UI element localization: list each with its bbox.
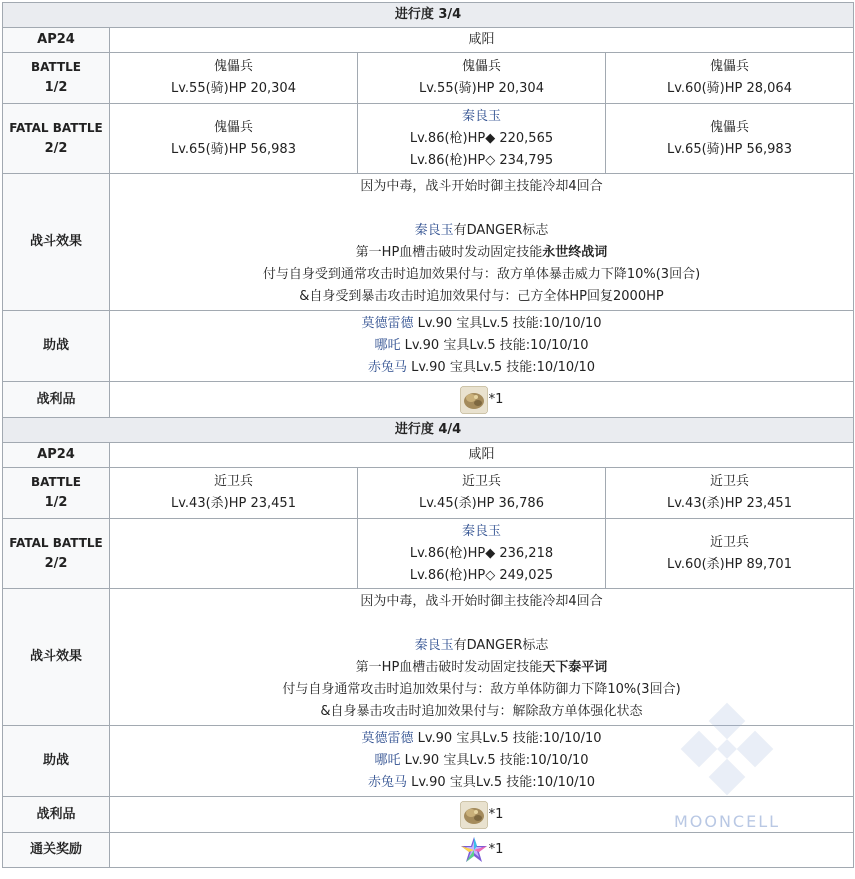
boss-cell — [358, 104, 606, 174]
effect-line — [110, 242, 853, 264]
drops-cell — [110, 797, 854, 833]
effect-spacer — [110, 198, 853, 220]
empty-enemy-cell — [110, 519, 358, 589]
support-row — [110, 772, 853, 794]
boss-name-link[interactable]: 秦良玉 — [414, 223, 454, 238]
boss-hp-gauge-2: Lv.86(枪)HP◇ 249,025 — [409, 567, 554, 583]
enemy-cell — [606, 519, 854, 589]
skill-name: 永世终战词 — [542, 245, 608, 260]
bronze-ore-icon[interactable] — [460, 386, 488, 414]
boss-cell — [358, 519, 606, 589]
effect-line — [110, 220, 853, 242]
battle-label-bottom: 1/2 — [44, 495, 68, 510]
boss-hp-gauge-2: Lv.86(枪)HP◇ 234,795 — [409, 152, 554, 168]
effect-text: 第一HP血槽击破时发动固定技能 — [355, 245, 543, 260]
drop-quantity: *1 — [488, 806, 504, 822]
effect-line: 因为中毒，战斗开始时御主技能冷却4回合 — [360, 179, 603, 194]
enemy-name[interactable]: 傀儡兵 — [709, 119, 749, 135]
effect-line: 付与自身通常攻击时追加效果付与：敌方单体防御力下降10%(3回合) — [282, 682, 681, 697]
boss-hp-gauge-1: Lv.86(枪)HP◆ 236,218 — [409, 545, 554, 561]
support-row — [110, 313, 853, 335]
fatal-label-top: FATAL BATTLE — [9, 120, 103, 135]
enemy-stats: Lv.45(杀)HP 36,786 — [419, 496, 544, 511]
fatal-label-top: FATAL BATTLE — [9, 535, 103, 550]
enemy-cell — [358, 468, 606, 519]
enemy-stats: Lv.55(骑)HP 20,304 — [419, 81, 544, 96]
support-detail: Lv.90 宝具Lv.5 技能:10/10/10 — [400, 338, 589, 353]
support-detail: Lv.90 宝具Lv.5 技能:10/10/10 — [413, 731, 602, 746]
enemy-cell — [110, 104, 358, 174]
enemy-stats: Lv.60(杀)HP 89,701 — [667, 556, 792, 572]
clear-reward-cell — [110, 833, 854, 868]
support-label: 助战 — [3, 726, 110, 797]
boss-hp-gauge-1: Lv.86(枪)HP◆ 220,565 — [409, 130, 554, 146]
enemy-name[interactable]: 近卫兵 — [709, 474, 749, 489]
enemy-stats: Lv.60(骑)HP 28,064 — [667, 81, 792, 96]
battle-effect-label: 战斗效果 — [3, 174, 110, 311]
battle-label-top: BATTLE — [31, 60, 81, 74]
enemy-stats: Lv.43(杀)HP 23,451 — [171, 496, 296, 511]
skill-name: 天下泰平词 — [542, 660, 608, 675]
enemy-stats: Lv.55(骑)HP 20,304 — [171, 81, 296, 96]
enemy-stats: Lv.65(骑)HP 56,983 — [667, 141, 792, 157]
enemy-cell — [606, 104, 854, 174]
support-servant-link[interactable]: 哪吒 — [374, 338, 401, 353]
effect-spacer — [110, 613, 853, 635]
bronze-ore-icon[interactable] — [460, 801, 488, 829]
enemy-stats: Lv.65(骑)HP 56,983 — [171, 141, 296, 157]
ap-cost: AP24 — [3, 28, 110, 53]
support-servant-link[interactable]: 赤兔马 — [367, 775, 407, 790]
mooncell-watermark-text: MOONCELL — [673, 812, 781, 831]
quest-table — [2, 2, 854, 868]
support-servant-link[interactable]: 哪吒 — [374, 753, 401, 768]
battle-label-top: BATTLE — [31, 475, 81, 489]
boss-name-link[interactable]: 秦良玉 — [461, 523, 501, 539]
battle-label — [3, 468, 110, 519]
support-detail: Lv.90 宝具Lv.5 技能:10/10/10 — [406, 360, 596, 375]
drops-label: 战利品 — [3, 382, 110, 418]
support-cell — [110, 311, 854, 382]
fatal-battle-label — [3, 104, 110, 174]
battle-effect-label: 战斗效果 — [3, 589, 110, 726]
support-row — [110, 335, 853, 357]
boss-name-link[interactable]: 秦良玉 — [461, 108, 501, 124]
fatal-battle-label — [3, 519, 110, 589]
clear-reward-label: 通关奖励 — [3, 833, 110, 868]
effect-line: 因为中毒，战斗开始时御主技能冷却4回合 — [360, 594, 603, 609]
danger-text: 有DANGER标志 — [453, 638, 549, 653]
drops-label: 战利品 — [3, 797, 110, 833]
support-detail: Lv.90 宝具Lv.5 技能:10/10/10 — [413, 316, 602, 331]
drop-quantity: *1 — [488, 391, 504, 407]
enemy-name[interactable]: 傀儡兵 — [709, 59, 749, 74]
fatal-label-bottom: 2/2 — [44, 140, 68, 156]
enemy-name[interactable]: 傀儡兵 — [213, 59, 253, 74]
progress-header: 进行度 4/4 — [3, 418, 854, 443]
support-servant-link[interactable]: 赤兔马 — [367, 360, 407, 375]
enemy-name[interactable]: 近卫兵 — [461, 474, 501, 489]
support-cell — [110, 726, 854, 797]
battle-label — [3, 53, 110, 104]
support-label: 助战 — [3, 311, 110, 382]
enemy-name[interactable]: 近卫兵 — [709, 534, 749, 550]
ap-cost: AP24 — [3, 443, 110, 468]
enemy-cell — [606, 53, 854, 104]
battle-effect-cell — [110, 174, 854, 311]
effect-line — [110, 635, 853, 657]
support-detail: Lv.90 宝具Lv.5 技能:10/10/10 — [400, 753, 589, 768]
effect-line: &自身暴击攻击时追加效果付与：解除敌方单体强化状态 — [320, 704, 643, 719]
battle-label-bottom: 1/2 — [44, 80, 68, 95]
danger-text: 有DANGER标志 — [453, 223, 549, 238]
enemy-cell — [110, 468, 358, 519]
support-row — [110, 357, 853, 379]
fatal-label-bottom: 2/2 — [44, 555, 68, 571]
location: 咸阳 — [110, 443, 854, 468]
support-servant-link[interactable]: 莫德雷德 — [361, 316, 414, 331]
support-detail: Lv.90 宝具Lv.5 技能:10/10/10 — [406, 775, 596, 790]
reward-quantity: *1 — [488, 842, 504, 857]
enemy-name[interactable]: 近卫兵 — [213, 474, 253, 489]
effect-line: 付与自身受到通常攻击时追加效果付与：敌方单体暴击威力下降10%(3回合) — [262, 267, 701, 282]
enemy-name[interactable]: 傀儡兵 — [461, 59, 501, 74]
boss-name-link[interactable]: 秦良玉 — [414, 638, 454, 653]
support-row — [110, 750, 853, 772]
enemy-name[interactable]: 傀儡兵 — [213, 119, 253, 135]
effect-text: 第一HP血槽击破时发动固定技能 — [355, 660, 543, 675]
enemy-cell — [358, 53, 606, 104]
support-row — [110, 728, 853, 750]
enemy-cell — [110, 53, 358, 104]
battle-effect-cell — [110, 589, 854, 726]
effect-line — [110, 657, 853, 679]
support-servant-link[interactable]: 莫德雷德 — [361, 731, 414, 746]
drops-cell — [110, 382, 854, 418]
enemy-stats: Lv.43(杀)HP 23,451 — [667, 496, 792, 511]
location: 咸阳 — [110, 28, 854, 53]
enemy-cell — [606, 468, 854, 519]
effect-line: &自身受到暴击攻击时追加效果付与：己方全体HP回复2000HP — [299, 289, 664, 304]
progress-header: 进行度 3/4 — [3, 3, 854, 28]
saint-quartz-icon[interactable] — [460, 836, 488, 864]
